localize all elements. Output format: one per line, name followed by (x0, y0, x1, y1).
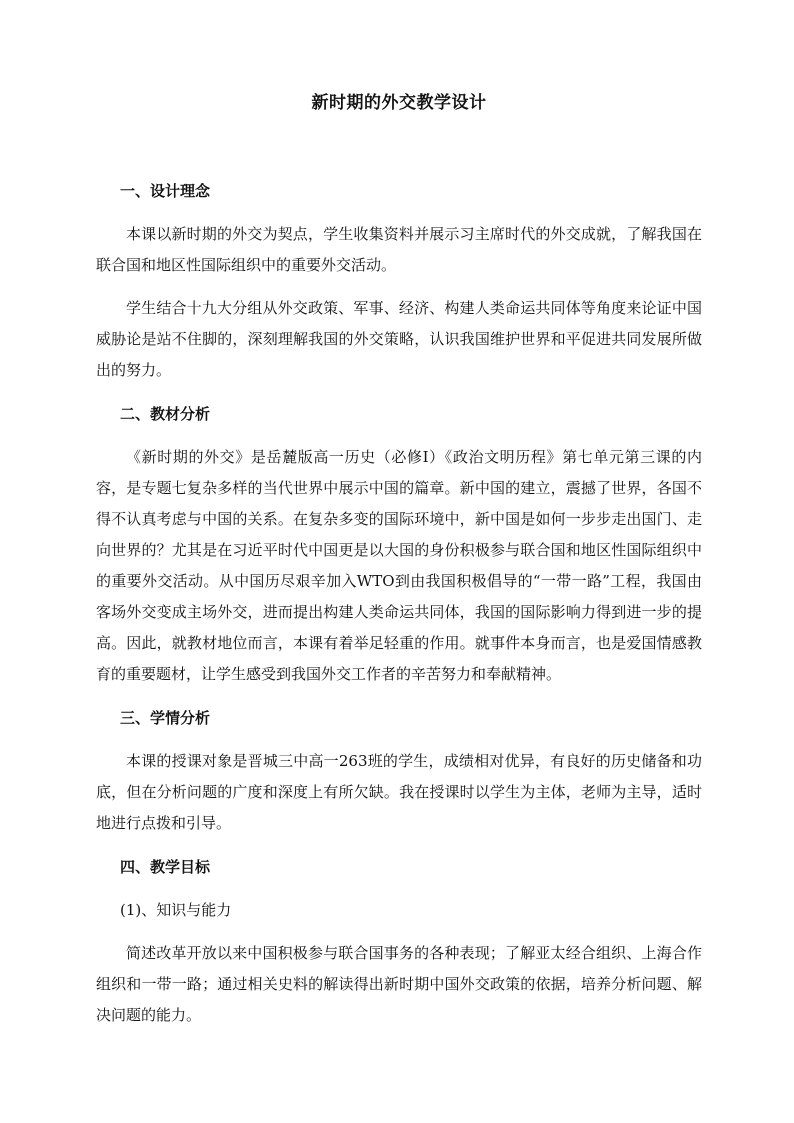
student-analysis-paragraph: 本课的授课对象是晋城三中高一263班的学生，成绩相对优异，有良好的历史储备和功底，但在分析问题的广度和深度上有所欠缺。我在授课时以学生为主体，老师为主导，适时地进行点拨和引导。 (96, 752, 702, 832)
teaching-goals-paragraph: 简述改革开放以来中国积极参与联合国事务的各种表现；了解亚太经合组织、上海合作组织和一带一路；通过相关史料的解读得出新时期中国外交政策的依据，培养分析问题、解决问题的能力。 (96, 944, 702, 1024)
section-heading-student-analysis: 三、学情分析 (120, 709, 211, 727)
section-heading-textbook-analysis: 二、教材分析 (120, 405, 211, 423)
textbook-analysis-paragraph: 《新时期的外交》是岳麓版高一历史（必修Ⅰ）《政治文明历程》第七单元第三课的内容，是专题七复杂多样的当代世界中展示中国的篇章。新中国的建立，震撼了世界，各国不得不认真考虑与中国的关系。在复杂多变的国际环境中，新中国是如何一步步走出国门、走向世界的？尤其是在习近平时代中国更是以大国的身份积极参与联合国和地区性国际组织中的重要外交活动。从中国历尽艰辛加入WTO到由我国积极倡导的“一带一路”工程，我国由客场外交变成主场外交，进而提出构建人类命运共同体，我国的国际影响力得到进一步的提高。因此，就教材地位而言，本课有着举足轻重的作用。就事件本身而言，也是爱国情感教育的重要题材，让学生感受到我国外交工作者的辛苦努力和奉献精神。 (96, 448, 702, 683)
teaching-goals-subheading: (1)、知识与能力 (120, 901, 232, 919)
section-heading-teaching-goals: 四、教学目标 (120, 858, 211, 876)
document-title: 新时期的外交教学设计 (311, 93, 487, 113)
design-concept-paragraph-2: 学生结合十九大分组从外交政策、军事、经济、构建人类命运共同体等角度来论证中国威胁论是站不住脚的，深刻理解我国的外交策略，认识我国维护世界和平促进共同发展所做出的努力。 (96, 299, 702, 379)
section-heading-design-concept: 一、设计理念 (120, 182, 211, 200)
design-concept-paragraph-1: 本课以新时期的外交为契点，学生收集资料并展示习主席时代的外交成就，了解我国在联合国和地区性国际组织中的重要外交活动。 (96, 225, 702, 274)
